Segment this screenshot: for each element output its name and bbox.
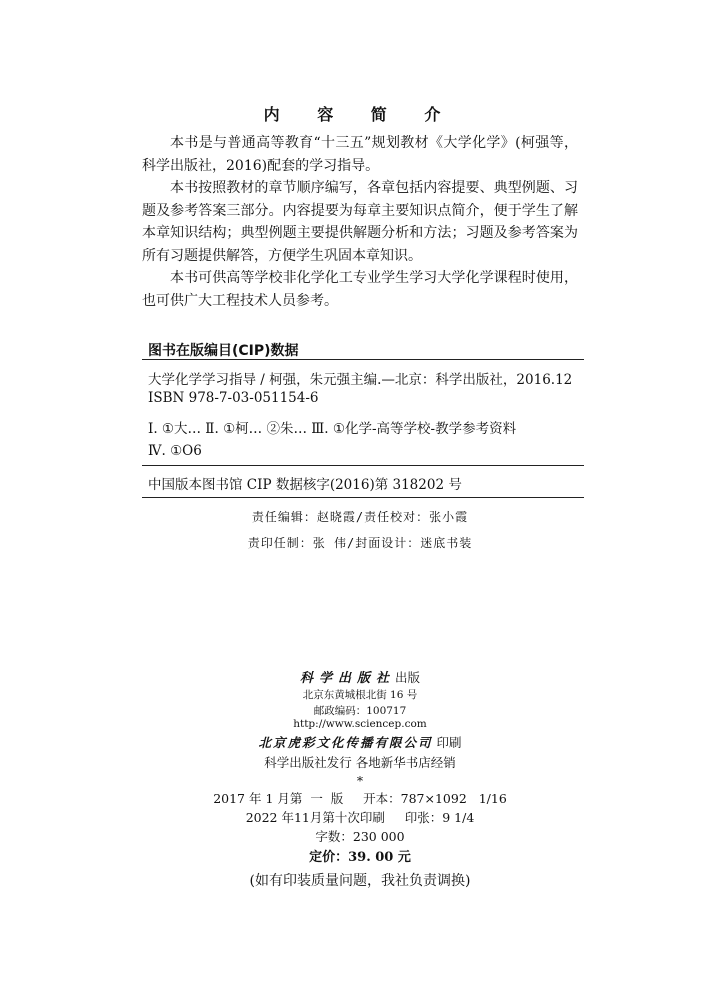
cip-classification-line: Ⅰ. ①大… Ⅱ. ①柯… ②朱… Ⅲ. ①化学-高等学校-教学参考资料 bbox=[148, 421, 517, 437]
cip-heading: 图书在版编目(CIP)数据 bbox=[148, 343, 299, 359]
cip-isbn-line: ISBN 978-7-03-051154-6 bbox=[148, 390, 319, 406]
intro-paragraph: 本书按照教材的章节顺序编写，各章包括内容提要、典型例题、习题及参考答案三部分。内容提要为每章主要知识点简介，便于学生了解本章知识结构；典型例题主要提供解题分析和方法；习题及参考答案为所有习题提供解答，方便学生巩固本章知识。 bbox=[142, 180, 578, 264]
cip-middle-rule bbox=[142, 465, 584, 466]
publisher-postcode: 邮政编码：100717 bbox=[313, 705, 407, 717]
publisher-address: 北京东黄城根北街 16 号 bbox=[302, 689, 418, 701]
separator-asterisk: * bbox=[356, 773, 364, 788]
staff-line-production: 责印任制：张 伟/封面设计：迷底书装 bbox=[247, 536, 473, 550]
staff-line-editors: 责任编辑：赵晓霞/责任校对：张小霞 bbox=[251, 510, 469, 524]
publisher-suffix: 出版 bbox=[395, 670, 421, 685]
word-count: 字数：230 000 bbox=[315, 829, 405, 844]
printer-line bbox=[0, 733, 720, 751]
distribution-line: 科学出版社发行 各地新华书店经销 bbox=[264, 755, 456, 770]
cip-record-line: 中国版本图书馆 CIP 数据核字(2016)第 318202 号 bbox=[148, 477, 462, 493]
printer-suffix: 印刷 bbox=[436, 735, 462, 750]
cip-bottom-rule bbox=[142, 497, 584, 498]
publisher-name: 科学出版社 bbox=[299, 671, 395, 686]
printing-line: 2022 年11月第十次印刷 印张：9 1/4 bbox=[245, 810, 475, 825]
price: 定价：39. 00 元 bbox=[309, 850, 411, 865]
page-title: 内 容 简 介 bbox=[263, 105, 457, 124]
edition-line: 2017 年 1 月第 一 版 开本：787×1092 1/16 bbox=[213, 791, 507, 806]
publisher-website: http://www.sciencep.com bbox=[293, 718, 427, 730]
cip-classification-line-2: Ⅳ. ①O6 bbox=[148, 443, 202, 459]
printer-name: 北京虎彩文化传播有限公司 bbox=[258, 735, 433, 750]
quality-notice: (如有印装质量问题，我社负责调换) bbox=[249, 873, 471, 889]
cip-top-rule bbox=[142, 359, 584, 360]
intro-paragraph: 本书可供高等学校非化学化工专业学生学习大学化学课程时使用，也可供广大工程技术人员参考。 bbox=[142, 270, 578, 309]
intro-paragraph: 本书是与普通高等教育“十三五”规划教材《大学化学》(柯强等，科学出版社，2016)配套的学习指导。 bbox=[142, 135, 578, 174]
intro-section bbox=[142, 132, 578, 312]
cip-title-line: 大学化学学习指导 / 柯强，朱元强主编.—北京：科学出版社，2016.12 bbox=[148, 372, 573, 388]
publisher-line bbox=[0, 667, 720, 686]
